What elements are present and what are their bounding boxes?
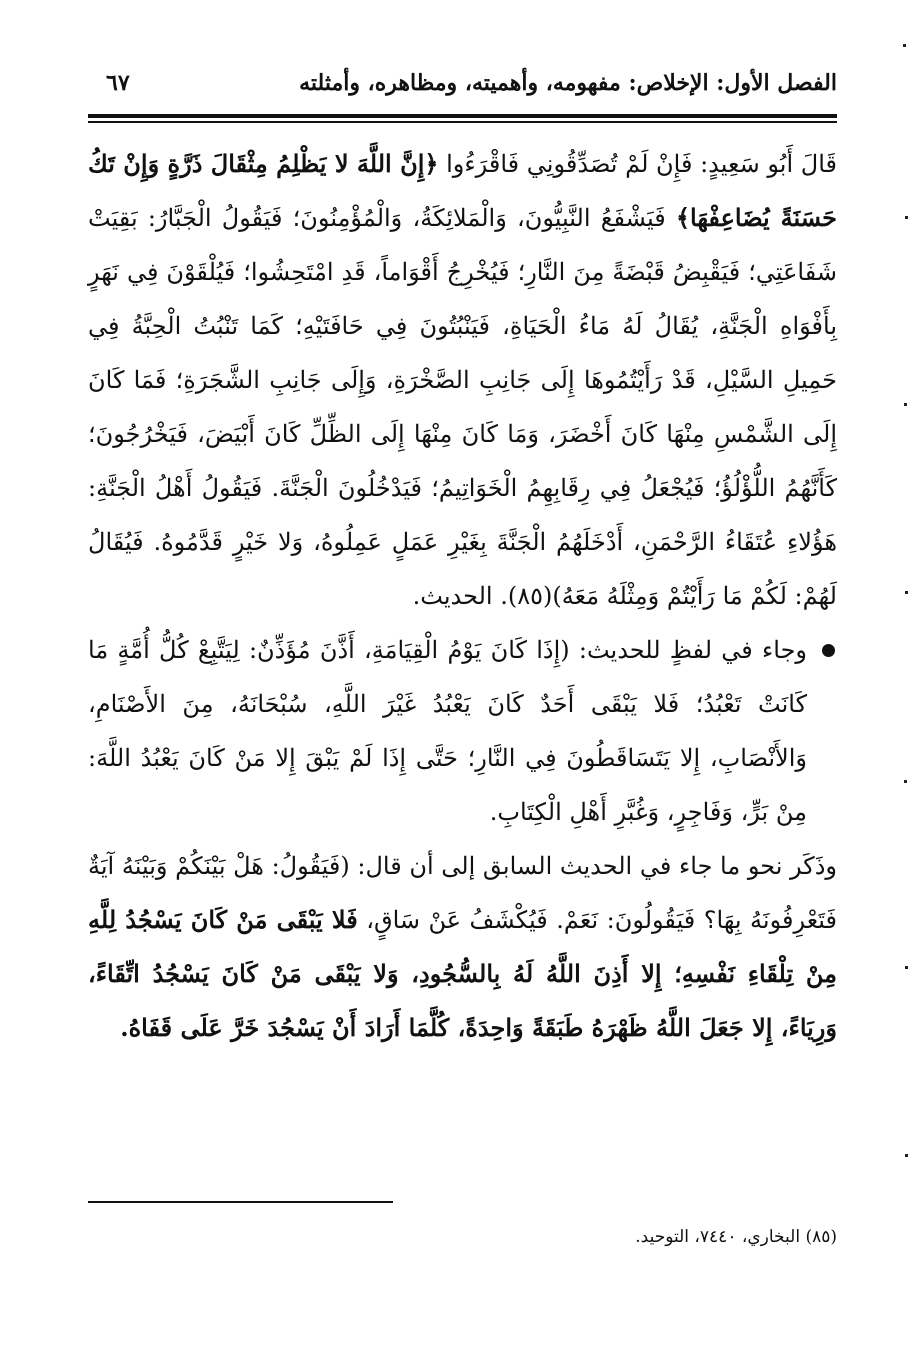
paragraph-bullet (88, 623, 837, 839)
footnote-reference: (٨٥) (507, 582, 553, 610)
hadith-text-end: . الحديث. (412, 582, 508, 610)
footnote-rule (88, 1201, 393, 1203)
continuation-bold-text: فَلا يَبْقَى مَنْ كَانَ يَسْجُدُ لِلَّهِ مِنْ تِلْقَاءِ نَفْسِهِ؛ إِلا أَذِنَ اللَّهُ لَهُ بِالسُّجُودِ، وَلا يَبْقَى مَنْ كَانَ يَسْجُدُ اتِّقَاءً، وَرِيَاءً، إِلا جَعَلَ اللَّهُ ظَهْرَهُ طَبَقَةً وَاحِدَةً، كُلَّمَا أَرَادَ أَنْ يَسْجُدَ خَرَّ عَلَى قَفَاهُ. (88, 905, 837, 1042)
edge-mark (905, 216, 908, 219)
quran-quote: ﴿إِنَّ اللَّهَ لا يَظْلِمُ مِثْقَالَ ذَرَّةٍ وَإِنْ تَكُ حَسَنَةً يُضَاعِفْهَا﴾ (88, 149, 837, 232)
edge-mark (905, 591, 908, 594)
hadith-text-main: فَيَشْفَعُ النَّبِيُّونَ، وَالْمَلائِكَةُ، وَالْمُؤْمِنُونَ؛ فَيَقُولُ الْجَبَّارُ: بَقِيَتْ شَفَاعَتِي؛ فَيَقْبِضُ قَبْضَةً مِنَ النَّارِ؛ فَيُخْرِجُ أَقْوَاماً، قَدِ امْتَحِشُوا؛ فَيُلْقَوْنَ فِي نَهَرٍ بِأَفْوَاهِ الْجَنَّةِ، يُقَالُ لَهُ مَاءُ الْحَيَاةِ، فَيَنْبُتُونَ فِي حَافَتَيْهِ؛ كَمَا تَنْبُتُ الْحِبَّةُ فِي حَمِيلِ السَّيْلِ، قَدْ رَأَيْتُمُوهَا إِلَى جَانِبِ الصَّخْرَةِ، وَإِلَى جَانِبِ الشَّجَرَةِ؛ فَمَا كَانَ إِلَى الشَّمْسِ مِنْهَا كَانَ أَخْضَرَ، وَمَا كَانَ مِنْهَا إِلَى الظِّلِّ كَانَ أَبْيَضَ، فَيَخْرُجُونَ؛ كَأَنَّهُمُ اللُّؤْلُؤُ؛ فَيُجْعَلُ فِي رِقَابِهِمُ الْخَوَاتِيمُ؛ فَيَدْخُلُونَ الْجَنَّةَ. فَيَقُولُ أَهْلُ الْجَنَّةِ: هَؤُلاءِ عُتَقَاءُ الرَّحْمَنِ، أَدْخَلَهُمُ الْجَنَّةَ بِغَيْرِ عَمَلٍ عَمِلُوهُ، وَلا خَيْرٍ قَدَّمُوهُ. فَيُقَالُ لَهُمْ: لَكُمْ مَا رَأَيْتُمْ وَمِثْلَهُ مَعَهُ) (88, 204, 837, 610)
edge-mark (905, 966, 908, 969)
chapter-title: الفصل الأول: الإخلاص: مفهومه، وأهميته، ومظاهره، وأمثلته (299, 70, 837, 96)
continuation-text: وذَكَر نحو ما جاء في الحديث السابق إلى أن قال: (فَيَقُولُ: هَلْ بَيْنَكُمْ وَبَيْنَهُ آيَةٌ فَتَعْرِفُونَهُ بِهَا؟ فَيَقُولُونَ: نَعَمْ. فَيُكْشَفُ عَنْ سَاقٍ، (88, 852, 837, 934)
header-rule-thin (88, 121, 837, 123)
main-text (88, 137, 837, 1055)
page-header (88, 62, 837, 110)
page-number: ٦٧ (106, 70, 130, 96)
bullet-icon (822, 644, 835, 657)
header-rule-thick (88, 114, 837, 118)
bullet-text: وجاء في لفظٍ للحديث: (إِذَا كَانَ يَوْمُ الْقِيَامَةِ، أَذَّنَ مُؤَذِّنٌ: لِيَتَّبِعْ كُلُّ أُمَّةٍ مَا كَانَتْ تَعْبُدُ؛ فَلا يَبْقَى أَحَدٌ كَانَ يَعْبُدُ غَيْرَ اللَّهِ، سُبْحَانَهُ، مِنَ الأَصْنَامِ، وَالأَنْصَابِ، إِلا يَتَسَاقَطُونَ فِي النَّارِ؛ حَتَّى إِذَا لَمْ يَبْقَ إِلا مَنْ كَانَ يَعْبُدُ اللَّهَ: مِنْ بَرٍّ، وَفَاجِرٍ، وَغُبَّرِ أَهْلِ الْكِتَابِ. (88, 636, 808, 826)
paragraph-hadith (88, 137, 837, 623)
paragraph-continuation (88, 839, 837, 1055)
edge-mark (905, 1154, 908, 1157)
edge-mark (904, 780, 907, 783)
edge-mark (903, 44, 906, 47)
hadith-text-start: قَالَ أَبُو سَعِيدٍ: فَإِنْ لَمْ تُصَدِّقُونِي فَاقْرَءُوا (438, 150, 837, 178)
edge-mark (904, 403, 907, 406)
footnote: (٨٥) البخاري، ٧٤٤٠، التوحيد. (635, 1227, 837, 1247)
